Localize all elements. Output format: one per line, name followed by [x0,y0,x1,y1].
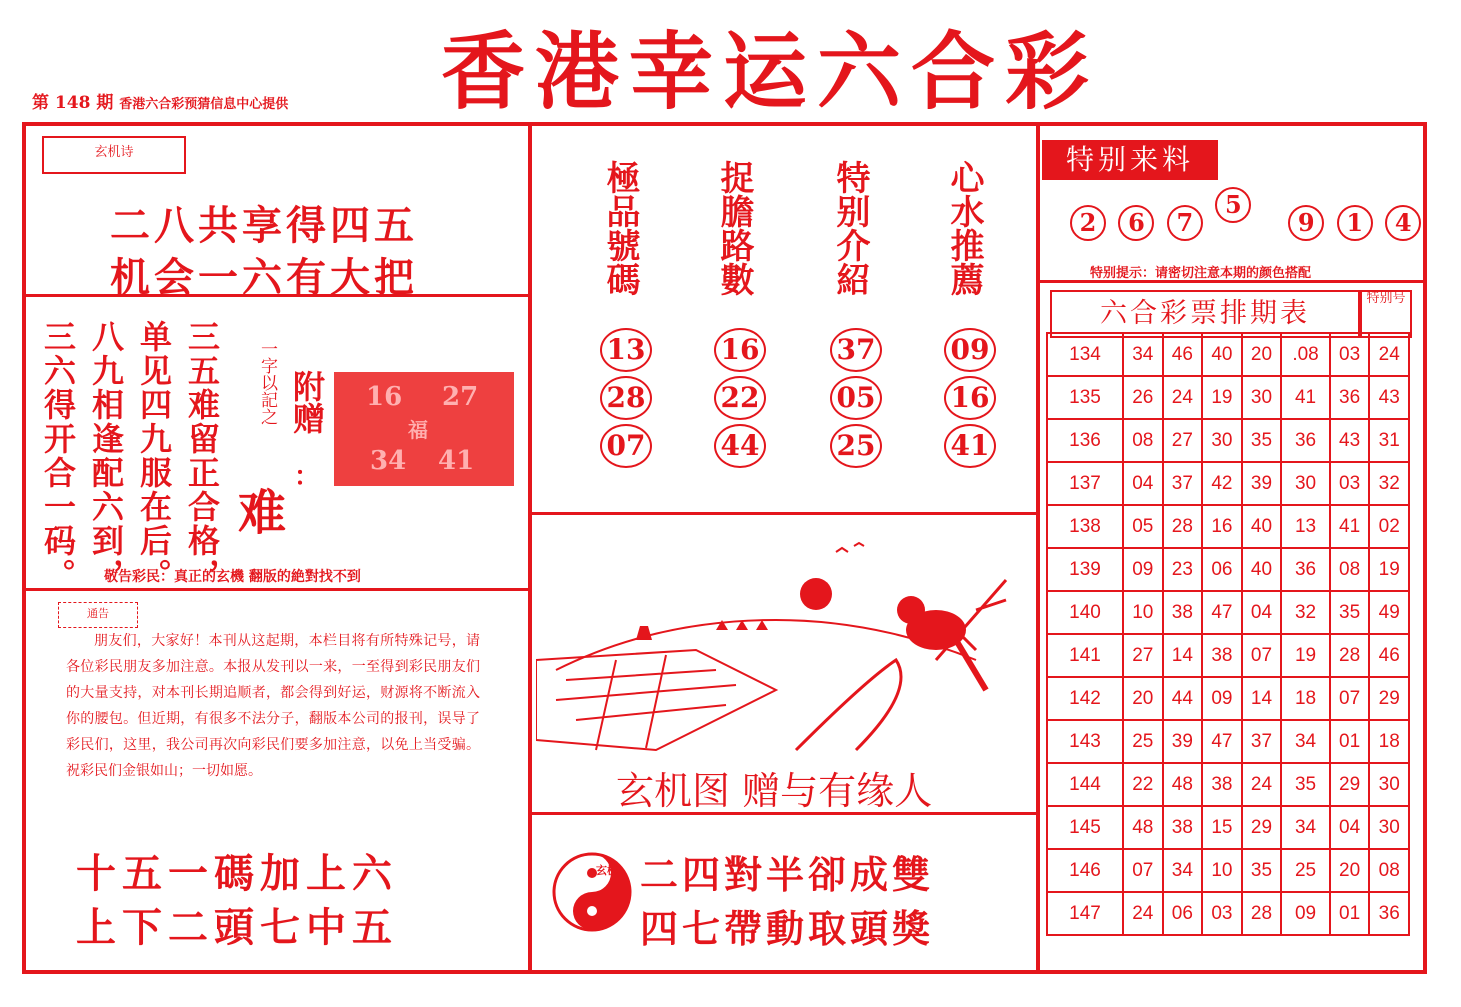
number-cell: 37 [1242,720,1282,763]
colon-mark: ： [294,462,321,492]
number-cell: 34 [1281,806,1330,849]
bird-landscape-illustration [536,520,1032,760]
number-cell: 24 [1242,763,1282,806]
period-cell: 138 [1047,505,1123,548]
special-number: 5 [1215,187,1251,223]
table-row [1047,333,1409,376]
divider-v2 [1036,126,1040,972]
gift-number: 34 [370,446,407,476]
number-circle: 16 [944,376,996,420]
number-cell: 26 [1123,376,1163,419]
table-row [1047,591,1409,634]
section-tag: 玄机诗 [42,136,186,174]
number-cell: 35 [1242,419,1282,462]
number-cell: 38 [1163,806,1203,849]
special-numbers [1070,190,1423,241]
number-cell: 29 [1242,806,1282,849]
number-cell: 43 [1330,419,1370,462]
number-cell: 14 [1242,677,1282,720]
period-cell: 135 [1047,376,1123,419]
special-number: 4 [1385,205,1421,241]
number-cell: 46 [1163,333,1203,376]
number-cell: 09 [1281,892,1330,935]
number-circle: 41 [944,424,996,468]
number-cell: 18 [1281,677,1330,720]
number-cell: 24 [1123,892,1163,935]
number-cell: 06 [1163,892,1203,935]
category-title: 極品號碼 [600,160,640,296]
number-cell: 19 [1202,376,1242,419]
number-cell: 05 [1123,505,1163,548]
number-cell: 25 [1281,849,1330,892]
special-number: 2 [1070,205,1106,241]
special-number-cell: 43 [1369,376,1409,419]
special-title: 特别来料 [1042,140,1218,180]
special-number-cell: 32 [1369,462,1409,505]
letter-body: 朋友们，大家好！本刊从这起期，本栏目将有所特殊记号，请各位彩民朋友多加注意。本报从发刊以一来，一至得到彩民朋友们的大量支持，对本刊长期追顺者，都会得到好运，财源将不断流入你的腰包。但近期，有很多不法分子，翻版本公司的报刊，误导了彩民们，这里，我公司再次向彩民们要多加注意，以免上当受骗。祝彩民们金银如山；一切如愿。 [66,633,480,779]
taiji-label: 玄機 [596,864,618,877]
final-poem-line-2: 四七帶動取頭獎 [640,906,935,951]
bottom-poem-line-2: 上下二頭七中五 [76,904,398,951]
number-cell: 04 [1330,806,1370,849]
table-row [1047,376,1409,419]
special-number: 1 [1337,205,1373,241]
gift-number: 16 [366,382,403,412]
number-cell: 29 [1330,763,1370,806]
period-cell: 140 [1047,591,1123,634]
special-number-cell: 08 [1369,849,1409,892]
number-cell: 34 [1281,720,1330,763]
number-cell: 14 [1163,634,1203,677]
one-word-label: 一字以記之 [257,340,277,425]
table-row [1047,720,1409,763]
number-cell: 03 [1330,462,1370,505]
number-cell: 38 [1163,591,1203,634]
special-number-cell: 30 [1369,806,1409,849]
number-cell: 48 [1123,806,1163,849]
category-title: 心水推薦 [944,160,984,296]
number-cell: 10 [1202,849,1242,892]
number-cell: .08 [1281,333,1330,376]
table-row [1047,505,1409,548]
number-cell: 37 [1163,462,1203,505]
number-cell: 16 [1202,505,1242,548]
page-title: 香港幸运六合彩 [440,22,1099,121]
poem-col-2: 单见四九服在后。 [135,320,173,592]
number-circle: 05 [830,376,882,420]
issue-line [32,88,288,113]
gift-char: 福 [408,418,428,442]
number-cell: 06 [1202,548,1242,591]
number-cell: 35 [1330,591,1370,634]
number-circle: 09 [944,328,996,372]
category-column [944,138,996,468]
gift-number: 41 [438,446,475,476]
period-cell: 144 [1047,763,1123,806]
category-column [600,138,652,468]
number-cell: 40 [1242,505,1282,548]
number-circle: 13 [600,328,652,372]
gift-number: 27 [442,382,479,412]
table-row [1047,677,1409,720]
number-circle: 07 [600,424,652,468]
number-cell: 40 [1202,333,1242,376]
table-row [1047,634,1409,677]
number-cell: 30 [1202,419,1242,462]
special-number: 9 [1288,205,1324,241]
number-cell: 41 [1281,376,1330,419]
period-cell: 145 [1047,806,1123,849]
number-cell: 27 [1163,419,1203,462]
poem-col-3: 八九相逢配六到， [87,320,125,592]
illustration-caption: 玄机图 赠与有缘人 [616,769,933,813]
special-number-cell: 49 [1369,591,1409,634]
number-circle: 37 [830,328,882,372]
number-cell: 13 [1281,505,1330,548]
number-cell: 30 [1242,376,1282,419]
number-cell: 27 [1123,634,1163,677]
period-cell: 137 [1047,462,1123,505]
attach-label: 附赠 [288,370,326,434]
number-cell: 36 [1281,419,1330,462]
number-cell: 42 [1202,462,1242,505]
number-cell: 34 [1123,333,1163,376]
gift-word: 难 [238,485,287,541]
period-cell: 147 [1047,892,1123,935]
number-cell: 47 [1202,591,1242,634]
special-number: 6 [1118,205,1154,241]
schedule-special-label: 特别号 [1360,290,1412,338]
category-title: 特别介紹 [830,160,870,296]
number-cell: 32 [1281,591,1330,634]
number-circle: 16 [714,328,766,372]
period-cell: 141 [1047,634,1123,677]
number-cell: 03 [1202,892,1242,935]
number-cell: 34 [1163,849,1203,892]
special-number-cell: 02 [1369,505,1409,548]
number-cell: 19 [1281,634,1330,677]
number-cell: 09 [1202,677,1242,720]
number-cell: 35 [1242,849,1282,892]
number-cell: 30 [1281,462,1330,505]
category-column [830,138,882,468]
table-row [1047,548,1409,591]
period-cell: 146 [1047,849,1123,892]
category-column [714,138,766,468]
special-hint: 特别提示：请密切注意本期的颜色搭配 [1090,266,1312,281]
number-cell: 39 [1242,462,1282,505]
number-cell: 20 [1330,849,1370,892]
special-number-cell: 46 [1369,634,1409,677]
number-cell: 01 [1330,892,1370,935]
number-cell: 39 [1163,720,1203,763]
number-cell: 20 [1123,677,1163,720]
number-cell: 44 [1163,677,1203,720]
number-cell: 41 [1330,505,1370,548]
table-row [1047,806,1409,849]
number-cell: 36 [1281,548,1330,591]
special-number-cell: 24 [1369,333,1409,376]
number-cell: 36 [1330,376,1370,419]
number-cell: 23 [1163,548,1203,591]
special-number-cell: 18 [1369,720,1409,763]
yin-yang-icon [552,852,632,932]
number-cell: 09 [1123,548,1163,591]
number-cell: 08 [1330,548,1370,591]
special-number-cell: 31 [1369,419,1409,462]
gift-number-box [334,372,514,486]
number-circle: 28 [600,376,652,420]
number-cell: 20 [1242,333,1282,376]
period-cell: 134 [1047,333,1123,376]
number-circle: 25 [830,424,882,468]
number-cell: 24 [1163,376,1203,419]
period-cell: 136 [1047,419,1123,462]
special-number-cell: 19 [1369,548,1409,591]
number-circle: 44 [714,424,766,468]
table-row [1047,419,1409,462]
issue-number: 第 148 期 [32,93,114,113]
number-cell: 28 [1163,505,1203,548]
number-cell: 28 [1242,892,1282,935]
bottom-poem-line-1: 十五一碼加上六 [76,850,398,897]
number-cell: 22 [1123,763,1163,806]
number-cell: 48 [1163,763,1203,806]
schedule-table [1046,332,1410,936]
letter-tag: 通告 [58,602,138,628]
special-number: 7 [1167,205,1203,241]
number-cell: 04 [1123,462,1163,505]
category-title: 捉膽路數 [714,160,754,296]
special-number-cell: 29 [1369,677,1409,720]
number-cell: 38 [1202,763,1242,806]
issue-source: 香港六合彩预猜信息中心提供 [119,97,289,112]
poem-line-2: 机会一六有大把 [110,254,418,301]
number-cell: 07 [1330,677,1370,720]
number-cell: 25 [1123,720,1163,763]
number-circle: 22 [714,376,766,420]
number-cell: 03 [1330,333,1370,376]
period-cell: 143 [1047,720,1123,763]
number-cell: 07 [1123,849,1163,892]
divider-v1 [528,126,532,972]
number-cell: 04 [1242,591,1282,634]
table-row [1047,462,1409,505]
number-cell: 10 [1123,591,1163,634]
table-row [1047,849,1409,892]
number-cell: 40 [1242,548,1282,591]
table-row [1047,892,1409,935]
number-cell: 15 [1202,806,1242,849]
special-number-cell: 36 [1369,892,1409,935]
warning-notice: 敬告彩民：真正的玄機 翻版的絶對找不到 [104,569,361,585]
poem-col-1: 三五难留正合格， [183,320,221,592]
number-cell: 38 [1202,634,1242,677]
period-cell: 139 [1047,548,1123,591]
number-cell: 28 [1330,634,1370,677]
table-row [1047,763,1409,806]
final-poem-line-1: 二四對半卻成雙 [640,852,935,897]
schedule-title: 六合彩票排期表 [1050,290,1360,338]
divider-h3 [532,512,1036,515]
number-cell: 08 [1123,419,1163,462]
number-cell: 35 [1281,763,1330,806]
number-cell: 07 [1242,634,1282,677]
number-cell: 47 [1202,720,1242,763]
period-cell: 142 [1047,677,1123,720]
number-cell: 01 [1330,720,1370,763]
poem-col-4: 三六得开合一码。 [39,320,77,592]
poem-line-1: 二八共享得四五 [110,202,418,249]
special-number-cell: 30 [1369,763,1409,806]
